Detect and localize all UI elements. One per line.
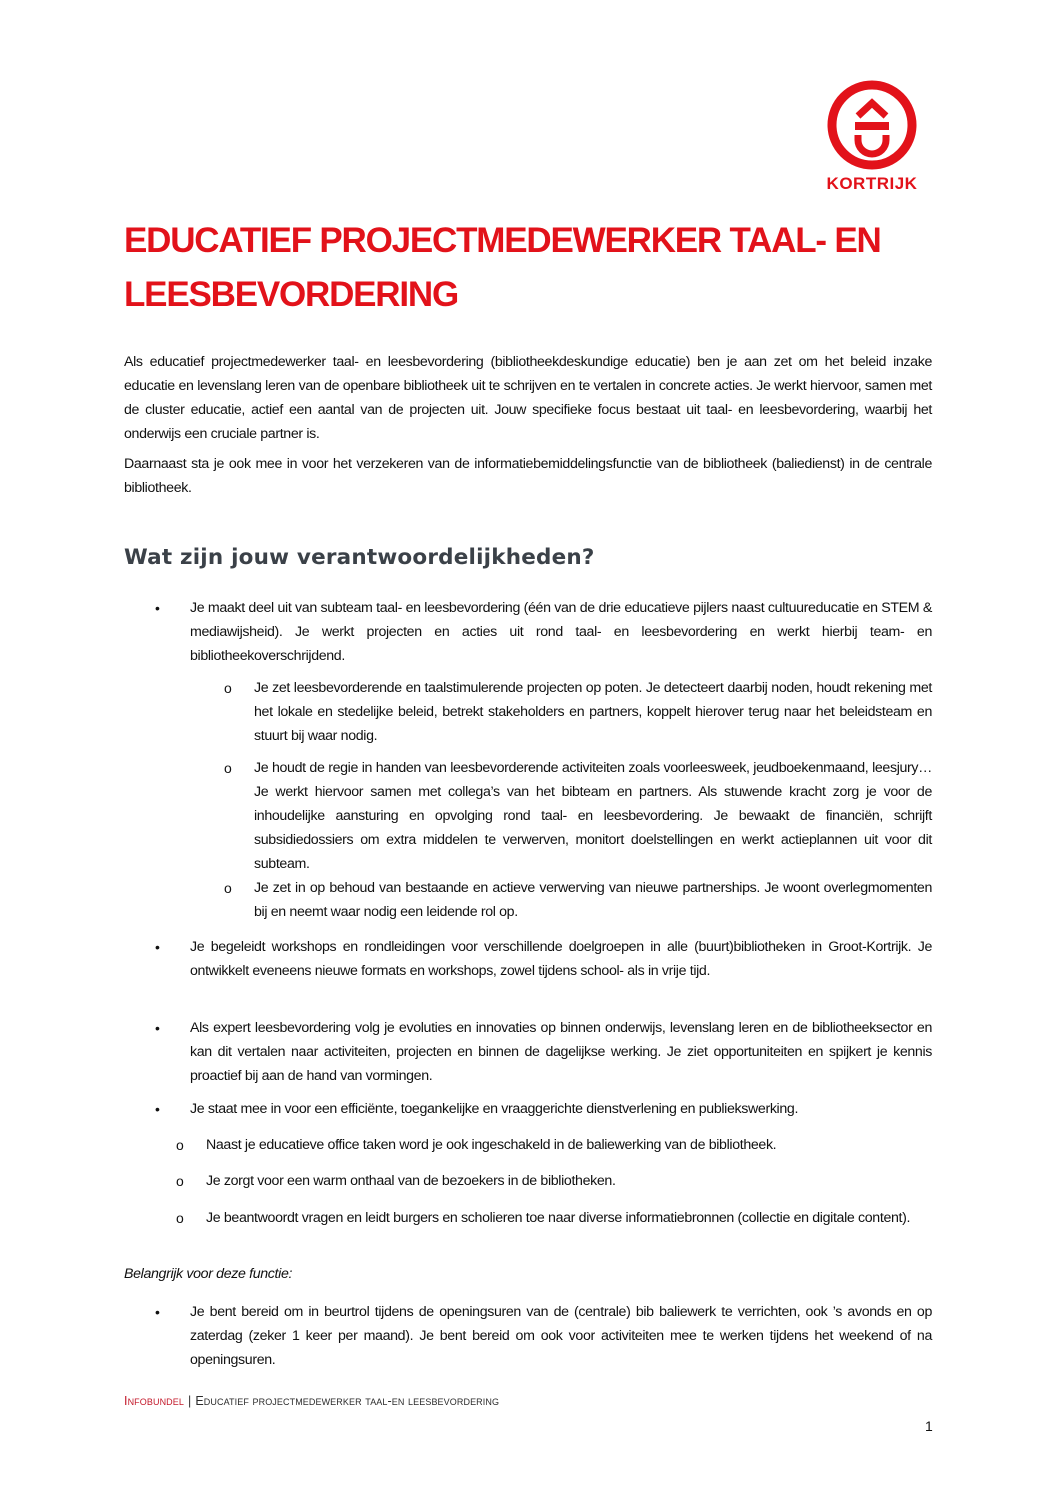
intro-paragraph: Als educatief projectmedewerker taal- en leesbevordering (bibliotheekdeskundige educatie) ben je aan zet om het beleid inzake educatie en levenslang leren van de openbare bibliotheek uit te schrijven en te vertalen in concrete acties. Je werkt hiervoor, samen met de cluster educatie, actief een aantal van de projecten uit. Jouw specifieke focus bestaat uit taal- en leesbevordering, waarbij het onderwijs een cruciale partner is. (124, 354, 932, 442)
important-label: Belangrijk voor deze functie: (124, 1266, 293, 1282)
intro-paragraph: Daarnaast sta je ook mee in voor het verzekeren van de informatiebemiddelingsfunctie van de bibliotheek (baliedienst) in de centrale bibliotheek. (124, 456, 932, 496)
bullet-icon: • (155, 1020, 160, 1036)
sub-list-item: Je zet leesbevorderende en taalstimulerende projecten op poten. Je detecteert daarbij noden, houdt rekening met het lokale en stedelijke beleid, betrekt stakeholders en partners, koppelt hierover terug naar het beleidsteam en stuurt bij waar nodig. (254, 680, 932, 744)
kortrijk-logo (818, 78, 926, 198)
sub-list-item: Naast je educatieve office taken word je ook ingeschakeld in de baliewerking van de bibliotheek. (206, 1137, 777, 1153)
section-heading: Wat zijn jouw verantwoordelijkheden? (124, 545, 595, 570)
footer-separator: | (187, 1394, 192, 1408)
page-title: EDUCATIEF PROJECTMEDEWERKER TAAL- EN LEESBEVORDERING (124, 221, 881, 314)
list-item: Je maakt deel uit van subteam taal- en leesbevordering (één van de drie educatieve pijlers naast cultuureducatie en STEM & mediawijsheid). Je werkt projecten en acties uit rond taal- en leesbevordering en werkt hierbij team- en bibliotheekoverschrijdend. (190, 600, 932, 664)
logo-wordmark: KORTRIJK (826, 174, 918, 193)
sub-list-item: Je beantwoordt vragen en leidt burgers en scholieren toe naar diverse informatiebronnen (collectie en digitale content). (206, 1210, 911, 1226)
sub-bullet-icon: o (176, 1210, 184, 1226)
list-item: Je begeleidt workshops en rondleidingen voor verschillende doelgroepen in alle (buurt)bibliotheken in Groot-Kortrijk. Je ontwikkelt eveneens nieuwe formats en workshops, zowel tijdens school- als in vrije tijd. (190, 939, 932, 979)
sub-list-item: Je zorgt voor een warm onthaal van de bezoekers in de bibliotheken. (206, 1173, 616, 1189)
footer-label: Infobundel (124, 1394, 184, 1408)
bullet-icon: • (155, 1304, 160, 1320)
sub-list-item: Je houdt de regie in handen van leesbevorderende activiteiten zoals voorleesweek, jeudboekenmaand, leesjury… Je werkt hiervoor samen met collega’s van het bibteam en partners. Als stuwende kracht zorg je voor de inhoudelijke aansturing en opvolging rond taal- en leesbevordering. Je bewaakt de financiën, schrijft subsidiedossiers om extra middelen te verwerven, monitort doelstellingen en werkt actieplannen uit voor dit subteam. (254, 760, 932, 872)
bullet-icon: • (155, 600, 160, 616)
bullet-icon: • (155, 1101, 160, 1117)
list-item: Als expert leesbevordering volg je evoluties en innovaties op binnen onderwijs, levenslang leren en de bibliotheeksector en kan dit vertalen naar activiteiten, projecten en binnen de dagelijkse werking. Je ziet opportuniteiten en spijkert je kennis proactief bij aan de hand van vormingen. (190, 1020, 932, 1084)
sub-bullet-icon: o (224, 880, 232, 896)
page-number: 1 (925, 1418, 933, 1434)
sub-bullet-icon: o (176, 1137, 184, 1153)
bullet-icon: • (155, 939, 160, 955)
sub-bullet-icon: o (176, 1173, 184, 1189)
kortrijk-emblem-icon (818, 78, 926, 174)
sub-bullet-icon: o (224, 680, 232, 696)
sub-bullet-icon: o (224, 760, 232, 776)
list-item: Je bent bereid om in beurtrol tijdens de openingsuren van de (centrale) bib baliewerk te verrichten, ook ’s avonds en op zaterdag (zeker 1 keer per maand). Je bent bereid om ook voor activiteiten mee te werken tijdens het weekend of na openingsuren. (190, 1304, 932, 1368)
page-footer (124, 1394, 499, 1408)
footer-doc-title: Educatief projectmedewerker taal-en leesbevordering (195, 1394, 500, 1408)
sub-list-item: Je zet in op behoud van bestaande en actieve verwerving van nieuwe partnerships. Je woont overlegmomenten bij en neemt waar nodig een leidende rol op. (254, 880, 932, 920)
list-item: Je staat mee in voor een efficiënte, toegankelijke en vraaggerichte dienstverlening en publiekswerking. (190, 1101, 799, 1117)
